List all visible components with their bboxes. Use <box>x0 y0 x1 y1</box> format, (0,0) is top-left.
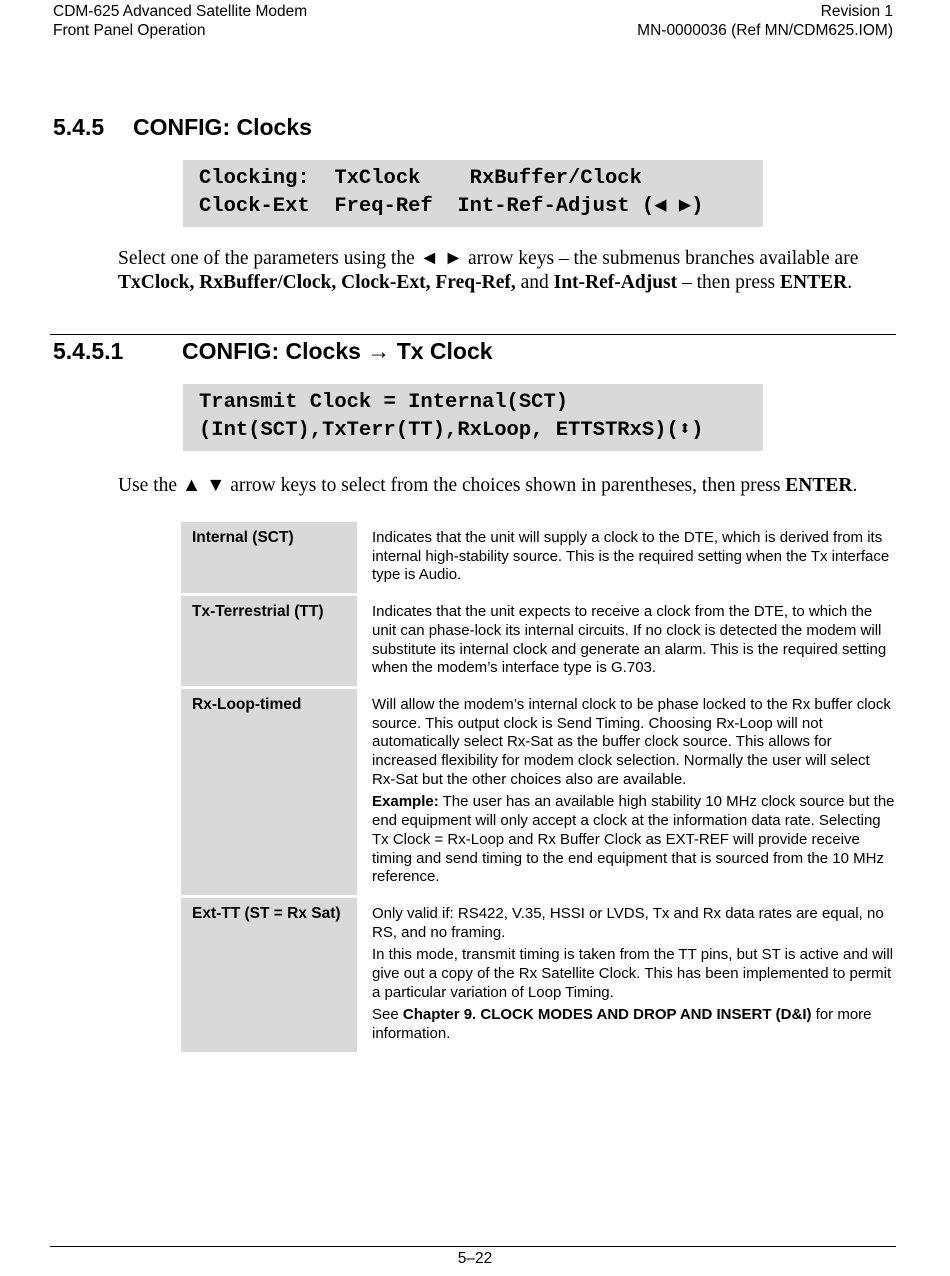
footer-divider <box>50 1246 896 1247</box>
tx-clock-instructions <box>118 474 878 498</box>
example-label: Example: <box>372 793 439 811</box>
para-text: . <box>852 475 858 496</box>
front-panel-display-clocks <box>183 160 763 227</box>
xref-suffix: for more information. <box>372 1006 872 1043</box>
option-description <box>357 522 897 593</box>
description-text: In this mode, transmit timing is taken from the TT pins, but ST is active and will give out a copy of the Rx Satellite Clock. This has been implemented to permit a particular variation of Loop Timing. <box>372 946 894 1001</box>
para-text: and <box>515 272 554 293</box>
example-paragraph <box>372 793 897 887</box>
page-number: 5–22 <box>457 1250 493 1267</box>
table-row <box>181 898 897 1052</box>
option-description <box>357 898 897 1052</box>
section-number: 5.4.5.1 <box>53 338 124 364</box>
description-text: Indicates that the unit will supply a clock to the DTE, which is derived from its internal high-stability source. This is the required setting when the Tx interface type is Audio. <box>372 529 890 584</box>
header-product-title: CDM-625 Advanced Satellite Modem <box>53 3 308 20</box>
running-header-left <box>53 3 307 40</box>
header-document-number: MN-0000036 (Ref MN/CDM625.IOM) <box>637 21 893 39</box>
description-text: Will allow the modem’s internal clock to be phase locked to the Rx buffer clock source. This output clock is Send Timing. Choosing Rx-Loop will not automatically select Rx-Sat as the buffer clock source. This allows for increased flexibility for modem clock selection. Normally the user will select Rx-Sat but the other choices also are available. <box>372 695 891 788</box>
header-revision: Revision 1 <box>820 3 893 20</box>
option-name: Ext-TT (ST = Rx Sat) <box>181 898 357 1052</box>
header-chapter-title: Front Panel Operation <box>53 21 206 39</box>
para-text: Use the ▲ ▼ arrow keys to select from the choices shown in parentheses, then press <box>118 475 786 496</box>
option-name: Rx-Loop-timed <box>181 689 357 895</box>
enter-key-label: ENTER <box>780 272 848 293</box>
front-panel-display-tx-clock <box>183 384 763 451</box>
display-line-1: Transmit Clock = Internal(SCT) <box>199 391 569 414</box>
example-text: The user has an available high stability 10 MHz clock source but the end equipment will only accept a clock at the information data rate. Selecting Tx Clock = Rx-Loop and Rx Buffer Clock as EXT-REF will provide receive timing and send timing to the end equipment that is sourced from the 10 MHz reference. <box>372 793 895 886</box>
display-line-1: Clocking: TxClock RxBuffer/Clock <box>199 167 642 190</box>
clocks-instructions <box>118 247 878 295</box>
option-name: Internal (SCT) <box>181 522 357 593</box>
display-line-2: Clock-Ext Freq-Ref Int-Ref-Adjust (◀ ▶) <box>199 195 704 218</box>
para-text: Select one of the parameters using the ◄ ► arrow keys – the submenus branches available are <box>118 248 859 269</box>
submenu-item: Int-Ref-Adjust <box>553 272 678 293</box>
chapter-reference: Chapter 9. CLOCK MODES AND DROP AND INSERT (D&I) <box>402 1006 812 1024</box>
description-text: Only valid if: RS422, V.35, HSSI or LVDS, Tx and Rx data rates are equal, no RS, and no framing. <box>372 904 884 941</box>
submenu-list: TxClock, RxBuffer/Clock, Clock-Ext, Freq-Ref, <box>118 272 516 293</box>
para-text: . <box>847 272 853 293</box>
section-number: 5.4.5 <box>53 114 105 140</box>
display-line-2: (Int(SCT),TxTerr(TT),RxLoop, ETTSTRxS)(⬍) <box>199 419 704 442</box>
table-row <box>181 596 897 686</box>
table-row <box>181 689 897 895</box>
section-divider <box>50 334 896 335</box>
running-header-right <box>637 3 893 40</box>
tx-clock-options-table <box>181 519 897 1055</box>
description-text: Indicates that the unit expects to receive a clock from the DTE, to which the unit can phase-lock its internal circuits. If no clock is detected the modem will substitute its internal clock and generate an alarm. This is the required setting when the modem’s interface type is G.703. <box>372 603 887 677</box>
section-title: CONFIG: Clocks → Tx Clock <box>182 338 493 364</box>
para-text: – then press <box>677 272 781 293</box>
option-name: Tx-Terrestrial (TT) <box>181 596 357 686</box>
option-description <box>357 596 897 686</box>
table-row <box>181 522 897 593</box>
xref-prefix: See <box>372 1006 403 1024</box>
enter-key-label: ENTER <box>785 475 853 496</box>
section-heading-tx-clock <box>53 338 493 365</box>
option-description <box>357 689 897 895</box>
section-heading-clocks <box>53 114 312 141</box>
cross-reference <box>372 1006 897 1043</box>
section-title: CONFIG: Clocks <box>133 114 312 140</box>
